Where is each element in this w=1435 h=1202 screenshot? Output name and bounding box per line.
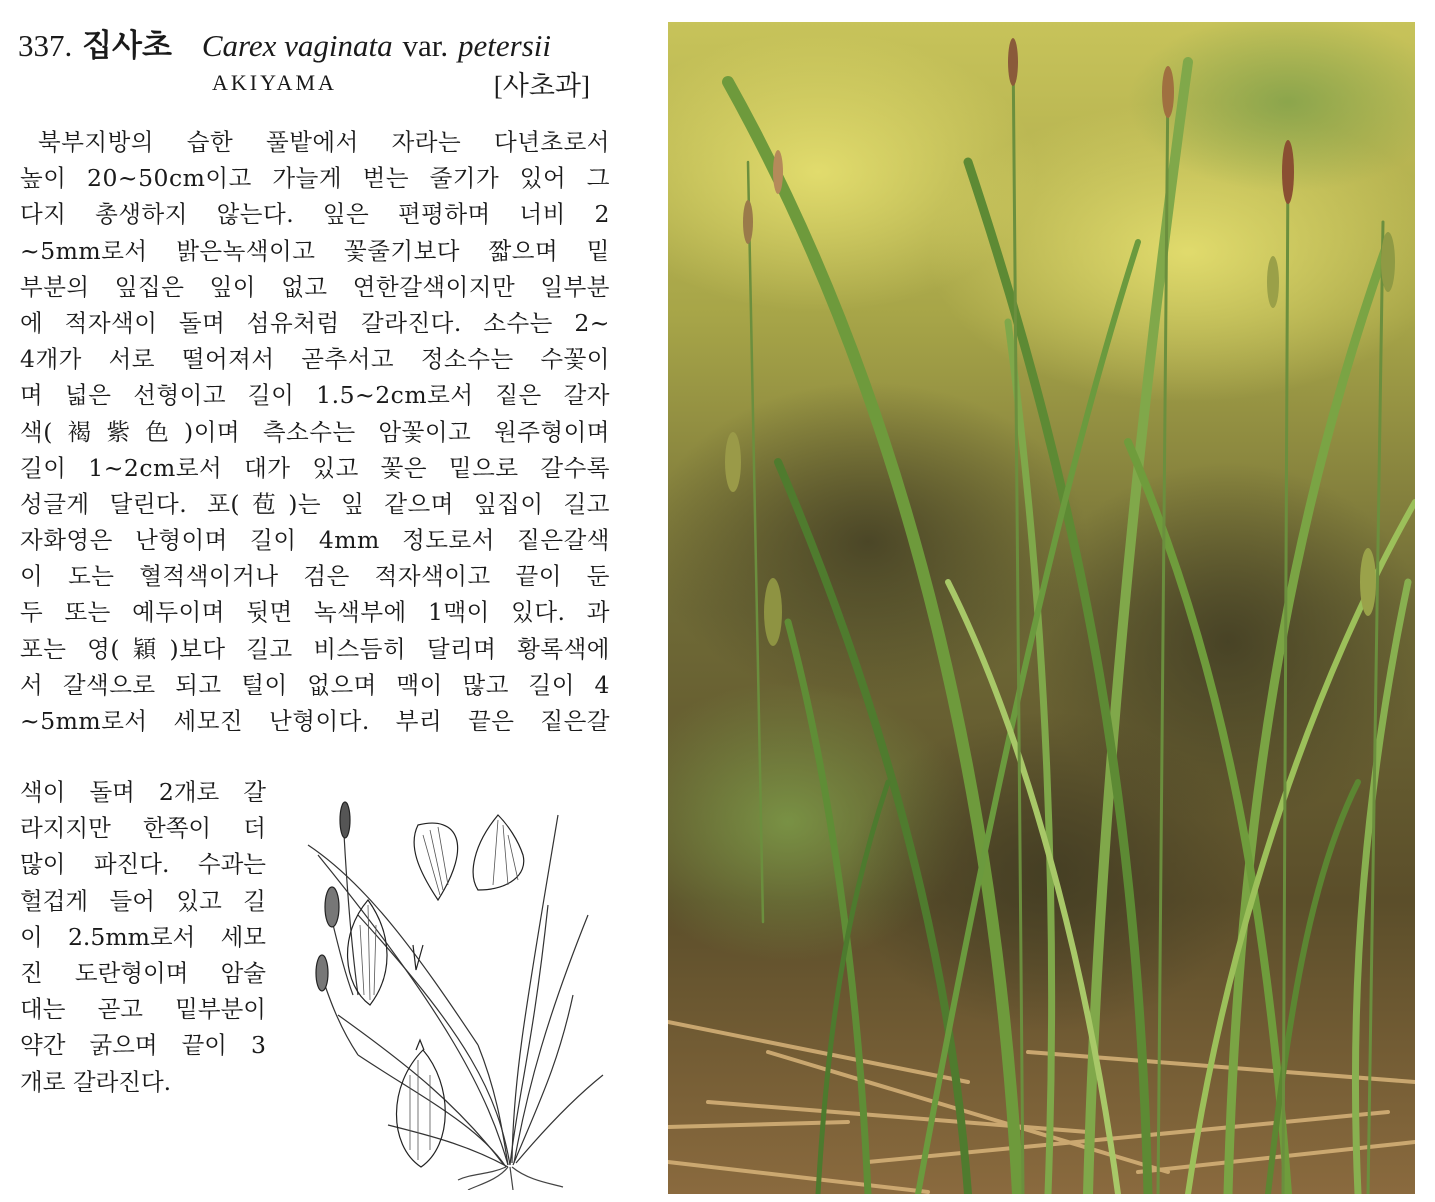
text-line: 길이 1~2cm로서 대가 있고 꽃은 밑으로 갈수록 <box>20 453 610 482</box>
family-name: [사초과] <box>493 71 590 101</box>
text-line: 다지 총생하지 않는다. 잎은 편평하며 너비 2 <box>20 200 610 229</box>
text-line: 대는 곧고 밑부분이 <box>20 995 266 1024</box>
text-line: ~5mm로서 밝은녹색이고 꽃줄기보다 짧으며 밑 <box>20 236 610 265</box>
variety-name: petersii <box>458 28 551 63</box>
text-line: 개로 갈라진다. <box>20 1067 172 1096</box>
text-line: 4개가 서로 떨어져서 곧추서고 정소수는 수꽃이 <box>20 345 610 374</box>
entry-header <box>18 26 598 110</box>
text-line: 북부지방의 습한 풀밭에서 자라는 다년초로서 <box>38 128 610 156</box>
text-line: 부분의 잎집은 잎이 없고 연한갈색이지만 일부분 <box>20 272 610 301</box>
text-line: 헐겁게 들어 있고 길 <box>20 886 266 915</box>
text-line: 이 도는 혈적색이거나 검은 적자색이고 끝이 둔 <box>20 562 610 591</box>
scientific-name: Carex vaginata <box>201 28 393 63</box>
text-line: 약간 굵으며 끝이 3 <box>20 1031 266 1060</box>
var-label: var. <box>402 28 449 63</box>
text-line: 이 2.5mm로서 세모 <box>20 922 266 951</box>
description-text <box>20 124 610 739</box>
text-line: 색이 돌며 2개로 갈 <box>20 778 266 806</box>
description-continuation <box>20 774 266 1100</box>
text-line: 색(褐紫色)이며 측소수는 암꽃이고 원주형이며 <box>20 417 610 446</box>
text-line: 성글게 달린다. 포(苞)는 잎 같으며 잎집이 길고 <box>20 489 610 518</box>
text-line: 높이 20~50cm이고 가늘게 벋는 줄기가 있어 그 <box>20 164 610 193</box>
text-line: 진 도란형이며 암술 <box>20 958 266 987</box>
text-line: 며 넓은 선형이고 길이 1.5~2cm로서 짙은 갈자 <box>20 381 610 410</box>
text-line: ~5mm로서 세모진 난형이다. 부리 끝은 짙은갈 <box>20 707 610 735</box>
author-name: AKIYAMA <box>212 70 337 95</box>
text-line: 서 갈색으로 되고 털이 없으며 맥이 많고 길이 4 <box>20 670 610 699</box>
text-line: 자화영은 난형이며 길이 4mm 정도로서 짙은갈색 <box>20 526 610 555</box>
text-line: 두 또는 예두이며 뒷면 녹색부에 1맥이 있다. 과 <box>20 598 610 627</box>
entry-number: 337. <box>18 28 73 63</box>
text-line: 포는 영(穎)보다 길고 비스듬히 달리며 황록색에 <box>20 634 610 663</box>
text-line: 에 적자색이 돌며 섬유처럼 갈라진다. 소수는 2~ <box>20 308 610 337</box>
text-line: 라지지만 한쪽이 더 <box>20 814 266 843</box>
text-line: 많이 파진다. 수과는 <box>20 850 266 879</box>
entry-title <box>18 26 598 66</box>
korean-name: 집사초 <box>82 28 172 64</box>
plant-photo <box>668 22 1415 1194</box>
botanical-illustration <box>298 795 608 1190</box>
